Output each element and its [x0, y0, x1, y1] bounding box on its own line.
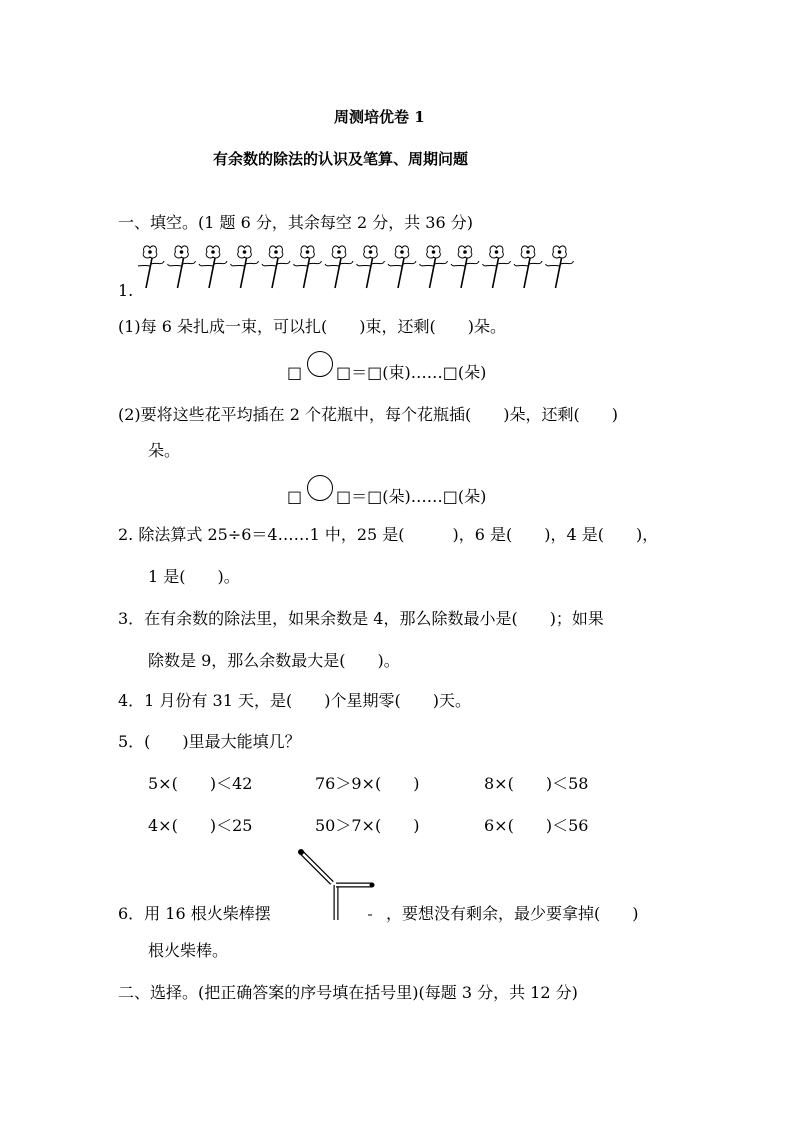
page-title: 周测培优卷 1 [334, 108, 425, 126]
q5-row1-item1: 5×( )＜42 [148, 774, 253, 793]
page-subtitle: 有余数的除法的认识及笔算、周期问题 [213, 150, 469, 168]
flower-icon [199, 246, 227, 288]
q5-row2-item2: 50＞7×( ) [315, 816, 420, 835]
q1-equation2-operator-circle [305, 474, 335, 502]
q1-number: 1. [118, 281, 134, 300]
q5-row1-item3: 8×( )＜58 [484, 774, 589, 793]
flower-icon [388, 246, 416, 288]
q1-equation2-rest: □＝□(朵)……□(朵) [336, 487, 487, 506]
flower-row-illustration [138, 244, 588, 292]
flower-icon [514, 246, 542, 288]
flower-icon [231, 246, 259, 288]
q4-text: 4．1 月份有 31 天，是( )个星期零( )天。 [118, 691, 471, 710]
q3-line1: 3．在有余数的除法里，如果余数是 4，那么除数最小是( )；如果 [118, 609, 604, 628]
q5-stem: 5．( )里最大能填几？ [118, 732, 301, 751]
q1-part2-line2: 朵。 [148, 441, 181, 460]
matchstick-figure-illustration [292, 845, 382, 925]
flower-icon [483, 246, 511, 288]
q3-line2: 除数是 9，那么余数最大是( )。 [148, 651, 400, 670]
flower-icon [546, 246, 574, 288]
flower-icon [138, 246, 164, 288]
q5-row2-item3: 6×( )＜56 [484, 816, 589, 835]
q5-row2-item1: 4×( )＜25 [148, 816, 253, 835]
q1-equation1-rest: □＝□(束)……□(朵) [336, 363, 487, 382]
section-2-heading: 二、选择。(把正确答案的序号填在括号里)(每题 3 分，共 12 分) [118, 983, 578, 1002]
flower-icon [420, 246, 448, 288]
q6-line1-start: 6．用 16 根火柴棒摆 [118, 904, 271, 923]
flower-icon [325, 246, 353, 288]
q1-equation1-box-a: □ [287, 363, 303, 382]
flower-icon [357, 246, 385, 288]
flower-icon [262, 246, 290, 288]
flower-icon [451, 246, 479, 288]
q6-line2: 根火柴棒。 [148, 941, 229, 960]
flower-icon [168, 246, 196, 288]
flower-icon [294, 246, 322, 288]
q1-part1-text: (1)每 6 朵扎成一束，可以扎( )束，还剩( )朵。 [118, 317, 506, 336]
q1-equation1-operator-circle [305, 350, 335, 378]
q2-line1: 2. 除法算式 25÷6＝4……1 中，25 是( )，6 是( )，4 是( )， [118, 525, 659, 544]
section-1-heading: 一、填空。(1 题 6 分，其余每空 2 分，共 36 分) [118, 213, 473, 232]
q5-row1-item2: 76＞9×( ) [315, 774, 420, 793]
q6-line1-end: ，要想没有剩余，最少要拿掉( ) [386, 904, 639, 923]
q1-equation2-box-a: □ [287, 487, 303, 506]
q1-part2-line1: (2)要将这些花平均插在 2 个花瓶中，每个花瓶插( )朵，还剩( ) [118, 405, 618, 424]
q2-line2: 1 是( )。 [148, 567, 240, 586]
